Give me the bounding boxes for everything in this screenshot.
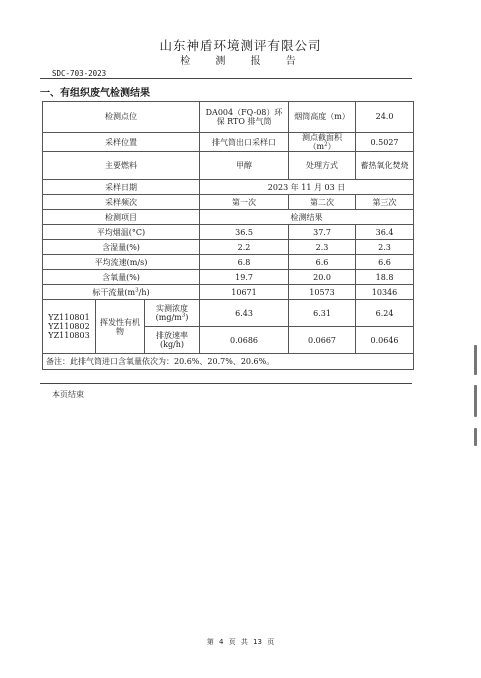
emission-rate-label-line1: 排放速率	[156, 331, 188, 341]
voc-label: 挥发性有机物	[96, 300, 145, 354]
sample-id: YZ110802	[48, 322, 90, 332]
concentration-unit-sup: 3	[181, 312, 186, 319]
treatment-label: 处理方式	[289, 152, 356, 180]
table-cell: 36.4	[356, 225, 414, 240]
page-end-text: 本页结束	[52, 390, 84, 399]
results-table	[42, 101, 414, 370]
section-area-label-sup: 2	[324, 141, 328, 148]
sampling-position-value: 排气筒出口采样口	[200, 133, 289, 152]
fuel-label: 主要燃料	[43, 152, 200, 180]
avg-velocity-label: 平均流速(m/s)	[43, 255, 200, 270]
table-cell: 6.43	[200, 300, 289, 327]
report-subtitle: 检 测 报 告	[180, 56, 307, 67]
sample-id: YZ110803	[48, 331, 90, 341]
avg-temperature-label: 平均烟温(°C)	[43, 225, 200, 240]
table-row	[43, 152, 414, 180]
scan-edge-mark	[474, 428, 477, 446]
table-cell: 6.31	[289, 300, 356, 327]
emission-rate-label-line2: (kg/h)	[159, 340, 185, 350]
company-name: 山东神盾环境测评有限公司	[159, 38, 322, 53]
table-cell: 2.3	[289, 240, 356, 255]
treatment-value: 蓄热氧化焚烧	[356, 152, 414, 180]
stack-height-value: 24.0	[356, 102, 414, 133]
section-area-value: 0.5027	[356, 133, 414, 152]
scan-edge-mark	[474, 385, 477, 417]
section-area-label-base: 测点截面积（m	[302, 133, 343, 152]
oxygen-label: 含氧量(%)	[43, 270, 200, 285]
table-cell: 37.7	[289, 225, 356, 240]
point-value: DA004（FQ-08）环保 RTO 排气筒	[200, 102, 289, 133]
sampling-date-value: 2023 年 11 月 03 日	[200, 180, 414, 195]
table-cell: 10573	[289, 285, 356, 300]
emission-rate-label	[145, 327, 200, 354]
table-row	[43, 300, 414, 327]
section-title: 一、有组织废气检测结果	[40, 88, 150, 99]
table-row	[43, 195, 414, 210]
concentration-unit-tail: )	[185, 313, 189, 323]
table-cell: 6.24	[356, 300, 414, 327]
table-cell: 2.3	[356, 240, 414, 255]
table-note: 备注：此排气筒进口含氧量依次为：20.6%、20.7%、20.6%。	[43, 354, 414, 370]
stack-height-label: 烟筒高度（m）	[289, 102, 356, 133]
std-flow-label	[43, 285, 200, 300]
test-result-label: 检测结果	[200, 210, 414, 225]
sampling-frequency-label: 采样频次	[43, 195, 200, 210]
std-flow-label-tail: /h)	[138, 287, 150, 297]
table-cell: 0.0686	[200, 327, 289, 354]
table-row	[43, 270, 414, 285]
header-divider	[40, 78, 412, 79]
table-cell: 6.6	[356, 255, 414, 270]
concentration-label-line1: 实测浓度	[156, 304, 188, 314]
page-footer: 第 4 页 共 13 页	[206, 638, 275, 646]
table-cell: 0.0646	[356, 327, 414, 354]
sampling-position-label: 采样位置	[43, 133, 200, 152]
frequency-2: 第二次	[289, 195, 356, 210]
moisture-label: 含湿量(%)	[43, 240, 200, 255]
sample-id: YZ110801	[48, 313, 90, 323]
table-row	[43, 255, 414, 270]
table-cell: 10671	[200, 285, 289, 300]
sample-ids	[43, 300, 96, 354]
table-row	[43, 354, 414, 370]
concentration-label-line2	[147, 313, 197, 322]
concentration-label	[145, 300, 200, 327]
frequency-3: 第三次	[356, 195, 414, 210]
point-label: 检测点位	[43, 102, 200, 133]
table-row	[43, 180, 414, 195]
table-cell: 2.2	[200, 240, 289, 255]
section-area-label	[289, 133, 356, 152]
test-item-label: 检测项目	[43, 210, 200, 225]
sampling-date-label: 采样日期	[43, 180, 200, 195]
std-flow-label-sup: 3	[135, 287, 139, 294]
table-row	[43, 285, 414, 300]
table-row	[43, 210, 414, 225]
frequency-1: 第一次	[200, 195, 289, 210]
table-row	[43, 225, 414, 240]
table-cell: 6.6	[289, 255, 356, 270]
section-area-label-tail: ）	[327, 142, 336, 152]
table-cell: 20.0	[289, 270, 356, 285]
std-flow-label-base: 标干流量(m	[92, 287, 136, 297]
table-cell: 19.7	[200, 270, 289, 285]
table-cell: 0.0667	[289, 327, 356, 354]
table-cell: 18.8	[356, 270, 414, 285]
document-number: SDC-703-2023	[52, 69, 107, 78]
fuel-value: 甲醇	[200, 152, 289, 180]
table-cell: 6.8	[200, 255, 289, 270]
table-row	[43, 102, 414, 133]
table-cell: 36.5	[200, 225, 289, 240]
scan-edge-mark	[474, 345, 477, 375]
table-cell: 10346	[356, 285, 414, 300]
table-row	[43, 133, 414, 152]
end-divider	[40, 383, 412, 384]
table-row	[43, 240, 414, 255]
concentration-unit-base: (mg/m	[155, 313, 182, 323]
